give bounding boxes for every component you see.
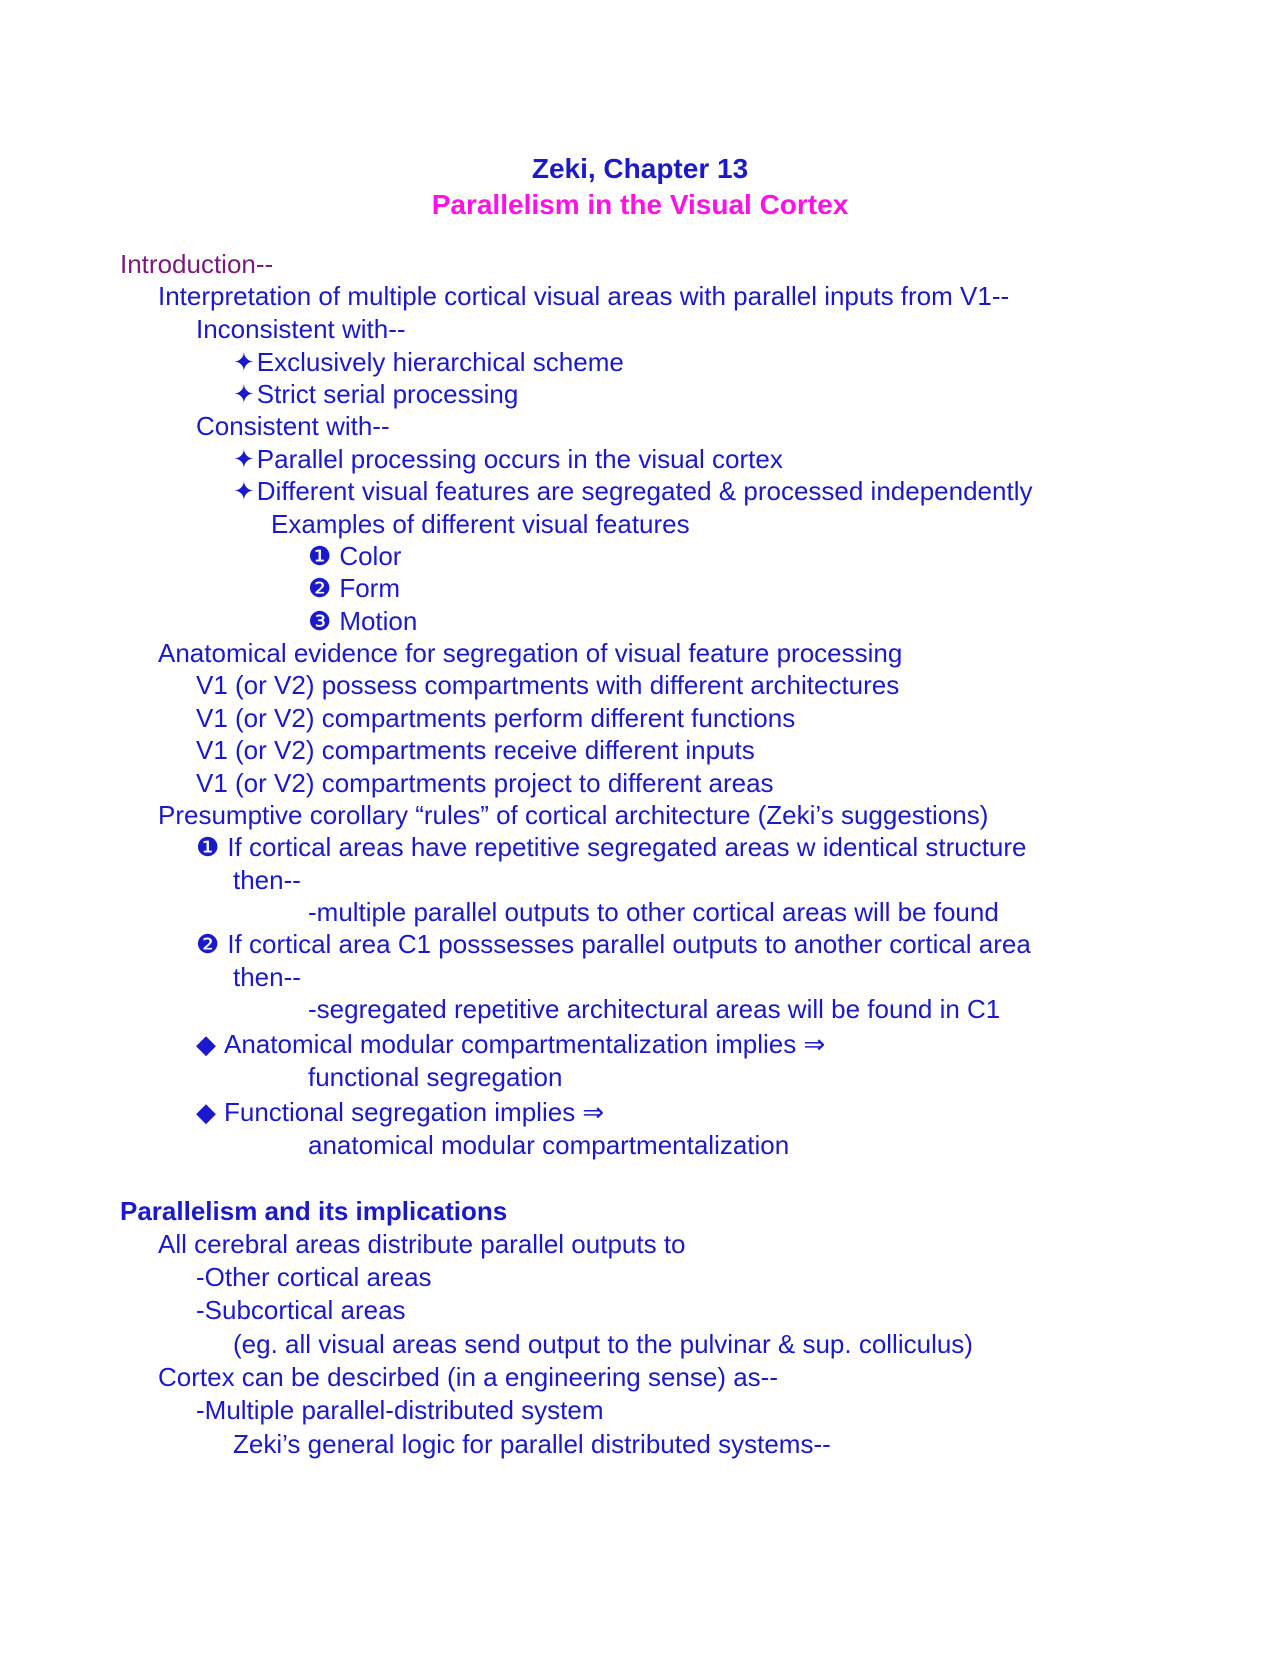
list-item-text: Strict serial processing — [256, 379, 519, 409]
chapter-title: Zeki, Chapter 13 — [531, 153, 749, 184]
number-three-icon: ❸ — [308, 606, 332, 636]
star-bullet-icon: ✦ — [233, 379, 255, 409]
logic-line: Zeki’s general logic for parallel distributed systems-- — [233, 1429, 831, 1459]
diamond-bullet-icon: ◆ — [196, 1097, 216, 1127]
list-item: -Other cortical areas — [196, 1262, 432, 1292]
implication-one — [196, 1028, 825, 1060]
list-item — [308, 540, 401, 572]
inconsistent-heading: Inconsistent with-- — [196, 314, 406, 344]
list-item-text: Color — [339, 541, 402, 571]
implication-result: functional segregation — [308, 1062, 563, 1092]
star-bullet-icon: ✦ — [233, 476, 255, 506]
number-two-icon: ❷ — [196, 929, 220, 959]
rules-heading: Presumptive corollary “rules” of cortical architecture (Zeki’s suggestions) — [158, 800, 989, 830]
rule-result: -segregated repetitive architectural areas will be found in C1 — [308, 994, 1001, 1024]
consistent-heading: Consistent with-- — [196, 411, 390, 441]
anatomical-heading: Anatomical evidence for segregation of visual feature processing — [158, 638, 903, 668]
rule-one — [196, 831, 1027, 863]
rule-result: -multiple parallel outputs to other cortical areas will be found — [308, 897, 999, 927]
implication-text: Anatomical modular compartmentalization implies ⇒ — [224, 1029, 826, 1059]
interpretation-line: Interpretation of multiple cortical visual areas with parallel inputs from V1-- — [158, 281, 1010, 311]
list-item: -Subcortical areas — [196, 1295, 406, 1325]
examples-heading: Examples of different visual features — [271, 509, 690, 539]
implication-result: anatomical modular compartmentalization — [308, 1130, 790, 1160]
rule-two — [196, 928, 1031, 960]
list-item-text: Exclusively hierarchical scheme — [256, 347, 624, 377]
rule-then: then-- — [233, 865, 301, 895]
list-item: V1 (or V2) compartments project to different areas — [196, 768, 774, 798]
cortex-heading: Cortex can be descirbed (in a engineering sense) as-- — [158, 1362, 779, 1392]
list-item-text: Parallel processing occurs in the visual cortex — [256, 444, 783, 474]
rule-text: If cortical area C1 posssesses parallel outputs to another cortical area — [227, 929, 1031, 959]
number-one-icon: ❶ — [196, 832, 220, 862]
example-line: (eg. all visual areas send output to the pulvinar & sup. colliculus) — [233, 1329, 973, 1359]
list-item — [233, 346, 624, 378]
number-two-icon: ❷ — [308, 573, 332, 603]
list-item — [233, 475, 1032, 507]
list-item: V1 (or V2) possess compartments with different architectures — [196, 670, 900, 700]
list-item-text: Different visual features are segregated & processed independently — [256, 476, 1033, 506]
outputs-heading: All cerebral areas distribute parallel outputs to — [158, 1229, 686, 1259]
list-item-text: Form — [339, 573, 400, 603]
list-item: V1 (or V2) compartments receive different inputs — [196, 735, 755, 765]
implication-two — [196, 1096, 604, 1128]
rule-text: If cortical areas have repetitive segregated areas w identical structure — [227, 832, 1027, 862]
rule-then: then-- — [233, 962, 301, 992]
list-item: V1 (or V2) compartments perform different functions — [196, 703, 796, 733]
number-one-icon: ❶ — [308, 541, 332, 571]
list-item — [308, 605, 417, 637]
introduction-heading: Introduction-- — [120, 249, 274, 279]
implication-text: Functional segregation implies ⇒ — [224, 1097, 605, 1127]
star-bullet-icon: ✦ — [233, 444, 255, 474]
list-item-text: Motion — [339, 606, 418, 636]
cortex-item: -Multiple parallel-distributed system — [196, 1395, 604, 1425]
diamond-bullet-icon: ◆ — [196, 1029, 216, 1059]
document-title: Parallelism in the Visual Cortex — [431, 189, 849, 220]
list-item — [233, 443, 783, 475]
list-item — [308, 572, 400, 604]
star-bullet-icon: ✦ — [233, 347, 255, 377]
parallelism-heading: Parallelism and its implications — [120, 1196, 508, 1226]
list-item — [233, 378, 518, 410]
